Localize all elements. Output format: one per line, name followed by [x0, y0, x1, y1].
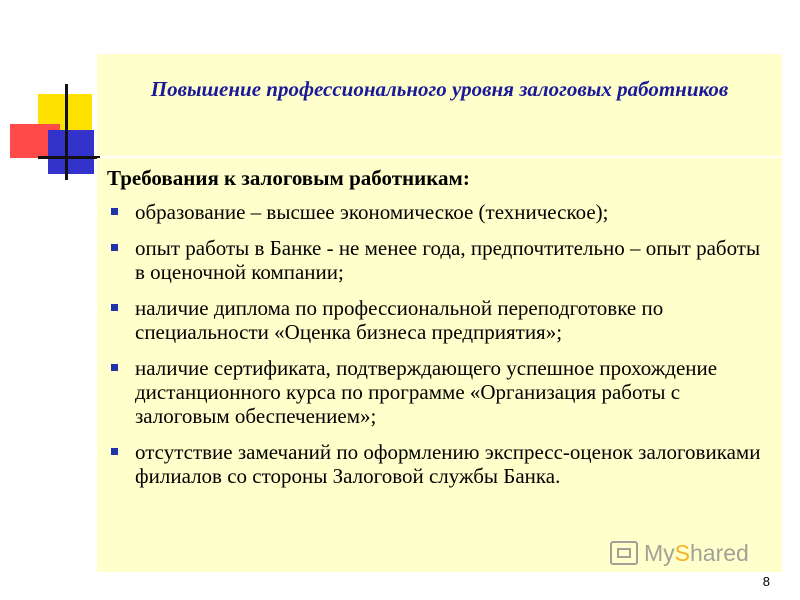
bullet-square-icon: [111, 364, 118, 371]
list-item-text: наличие диплома по профессиональной переподготовке по специальности «Оценка бизнеса предприятия»;: [135, 296, 664, 344]
bullet-square-icon: [111, 244, 118, 251]
list-item: [97, 440, 762, 488]
list-item-text: отсутствие замечаний по оформлению экспресс-оценок залоговиками филиалов со стороны Залоговой службы Банка.: [135, 440, 761, 488]
list-item-text: наличие сертификата, подтверждающего успешное прохождение дистанционного курса по программе «Организация работы с залоговым обеспечением»;: [135, 356, 718, 428]
decorative-blue-square: [48, 130, 94, 174]
bullet-square-icon: [111, 448, 118, 455]
list-item: [97, 356, 762, 428]
list-item: [97, 236, 762, 284]
watermark-text: MyShared: [644, 539, 749, 566]
decorative-vertical-line: [65, 84, 68, 180]
content-band: [97, 158, 782, 572]
title-band: [97, 54, 782, 156]
list-item-text: опыт работы в Банке - не менее года, предпочтительно – опыт работы в оценочной компании;: [135, 236, 761, 284]
bullet-square-icon: [111, 208, 118, 215]
myshared-watermark: [610, 536, 770, 570]
requirements-heading: Требования к залоговым работникам:: [107, 166, 470, 190]
requirements-list: [97, 200, 762, 500]
bullet-square-icon: [111, 304, 118, 311]
presentation-board-icon: [610, 541, 638, 565]
decorative-horizontal-line: [38, 156, 100, 159]
list-item: [97, 296, 762, 344]
page-number: 8: [762, 574, 770, 589]
list-item: [97, 200, 762, 224]
slide-title: Повышение профессионального уровня залоговых работников: [150, 77, 729, 101]
list-item-text: образование – высшее экономическое (техническое);: [135, 200, 609, 224]
